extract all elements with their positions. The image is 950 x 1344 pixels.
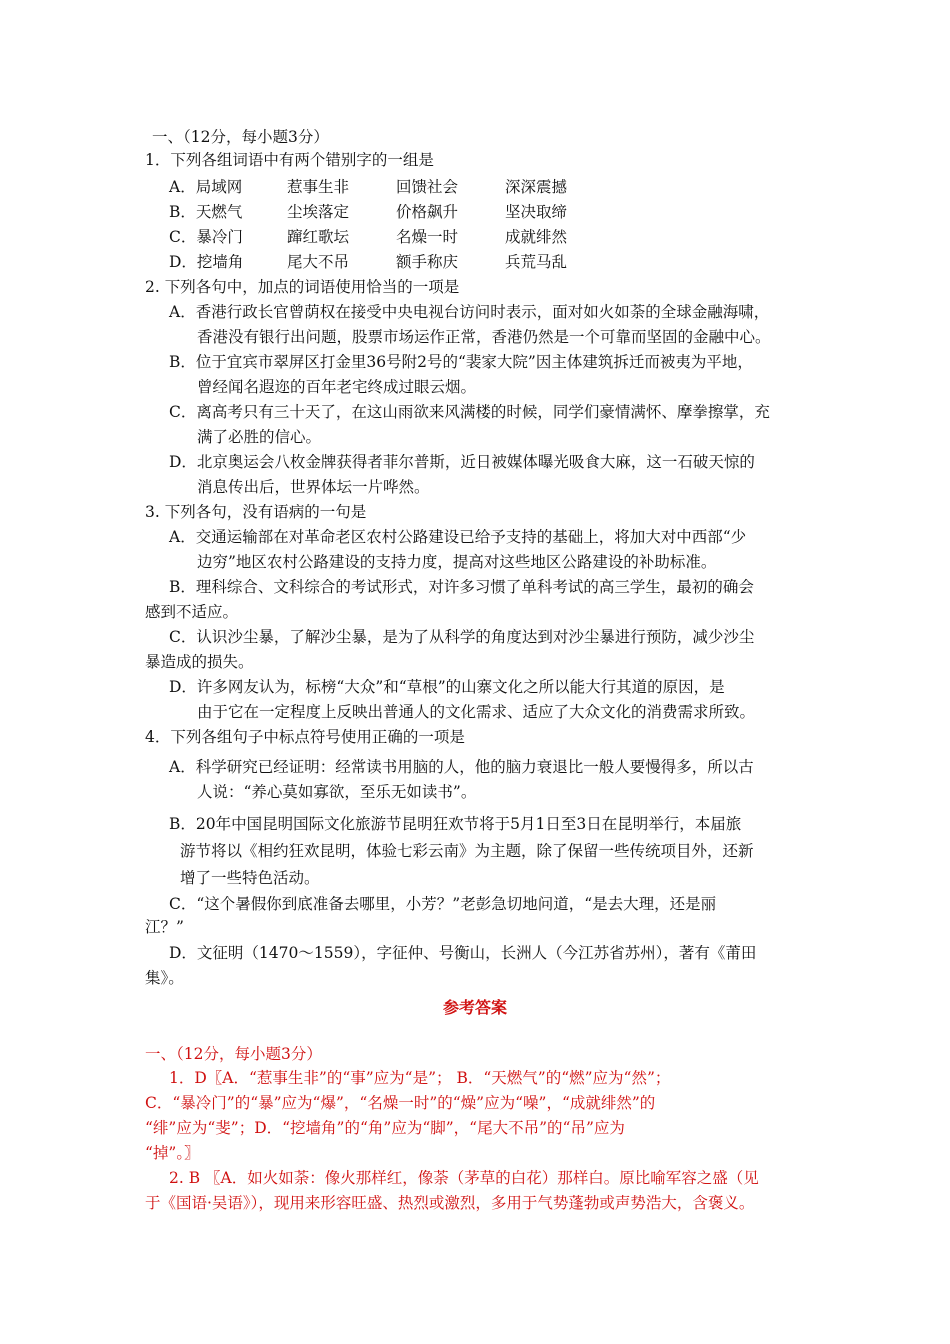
q1-d-term-4: 兵荒马乱 [505, 253, 568, 271]
q1-d-term-1: D．挖墙角 [169, 253, 244, 271]
q1-b-term-1: B．天燃气 [169, 203, 243, 221]
q2-stem: 2. 下列各句中，加点的词语使用恰当的一项是 [145, 278, 460, 296]
q4-line: 游节将以《相约狂欢昆明，体验七彩云南》为主题，除了保留一些传统项目外，还新 [180, 842, 754, 860]
q3-line: 暴造成的损失。 [145, 653, 254, 671]
q4-line: B．20年中国昆明国际文化旅游节昆明狂欢节将于5月1日至3日在昆明举行，本届旅 [169, 815, 742, 833]
q2-line: C．离高考只有三十天了，在这山雨欲来风满楼的时候，同学们豪情满怀、摩拳擦掌，充 [169, 403, 770, 421]
q2-line: A．香港行政长官曾荫权在接受中央电视台访问时表示，面对如火如荼的全球金融海啸， [169, 303, 770, 321]
q1-option-c [169, 227, 789, 247]
q3-line: C．认识沙尘暴，了解沙尘暴，是为了从科学的角度达到对沙尘暴进行预防，减少沙尘 [169, 628, 755, 646]
q2-line: B．位于宜宾市翠屏区打金里36号附2号的“裴家大院”因主体建筑拆迁而被夷为平地， [169, 353, 753, 371]
q1-c-term-1: C．暴冷门 [169, 228, 243, 246]
answer-line: 于《国语·吴语》），现用来形容旺盛、热烈或激烈，多用于气势蓬勃或声势浩大，含褒义。 [145, 1194, 755, 1212]
q1-option-d [169, 252, 789, 272]
q3-line: A．交通运输部在对革命老区农村公路建设已给予支持的基础上，将加大对中西部“少 [169, 528, 747, 546]
q3-line: 感到不适应。 [145, 603, 239, 621]
q1-b-term-2: 尘埃落定 [287, 203, 350, 221]
q1-a-term-2: 惹事生非 [287, 178, 350, 196]
q1-option-b [169, 202, 789, 222]
q3-stem: 3. 下列各句，没有语病的一句是 [145, 503, 367, 521]
answer-line: 1．D〖A．“惹事生非”的“事”应为“是”； B．“天燃气”的“燃”应为“然”； [169, 1069, 671, 1087]
q2-line: 曾经闻名遐迩的百年老宅终成过眼云烟。 [197, 378, 477, 396]
q2-line: D．北京奥运会八枚金牌获得者菲尔普斯，近日被媒体曝光吸食大麻，这一石破天惊的 [169, 453, 755, 471]
q1-option-a [169, 177, 789, 197]
q1-a-term-1: A．局域网 [169, 178, 243, 196]
q1-a-term-3: 回馈社会 [396, 178, 459, 196]
q4-line: 集》。 [145, 969, 184, 987]
q4-line: 江？” [145, 918, 184, 936]
q1-d-term-2: 尾大不吊 [287, 253, 350, 271]
q2-line: 香港没有银行出问题，股票市场运作正常，香港仍然是一个可靠而坚固的金融中心。 [197, 328, 771, 346]
answer-line: “掉”。〗 [145, 1144, 200, 1162]
q4-line: 人说：“养心莫如寡欲，至乐无如读书”。 [197, 783, 477, 801]
q3-line: B．理科综合、文科综合的考试形式，对许多习惯了单科考试的高三学生，最初的确会 [169, 578, 754, 596]
q1-d-term-3: 额手称庆 [396, 253, 459, 271]
q4-line: 增了一些特色活动。 [180, 869, 320, 887]
q3-line: D．许多网友认为，标榜“大众”和“草根”的山寨文化之所以能大行其道的原因，是 [169, 678, 725, 696]
q1-b-term-4: 坚决取缔 [505, 203, 568, 221]
q1-c-term-3: 名燥一时 [396, 228, 459, 246]
q4-line: C．“这个暑假你到底准备去哪里，小芳？”老彭急切地问道，“是去大理，还是丽 [169, 895, 717, 913]
q1-a-term-4: 深深震撼 [505, 178, 568, 196]
answer-line: 2. B 〖A．如火如荼：像火那样红，像荼（茅草的白花）那样白。原比喻军容之盛（见 [169, 1169, 759, 1187]
answer-line: “绯”应为“斐”；D．“挖墙角”的“角”应为“脚”，“尾大不吊”的“吊”应为 [145, 1119, 625, 1137]
q4-line: A．科学研究已经证明：经常读书用脑的人，他的脑力衰退比一般人要慢得多，所以古 [169, 758, 754, 776]
q2-line: 消息传出后，世界体坛一片哗然。 [197, 478, 430, 496]
q4-line: D．文征明（1470～1559），字征仲、号衡山，长洲人（今江苏省苏州），著有《莆田 [169, 944, 757, 962]
answer-line: C．“暴冷门”的“暴”应为“爆”，“名燥一时”的“燥”应为“噪”，“成就绯然”的 [145, 1094, 656, 1112]
q3-line: 边穷”地区农村公路建设的支持力度，提高对这些地区公路建设的补助标准。 [197, 553, 717, 571]
q4-stem: 4．下列各组句子中标点符号使用正确的一项是 [145, 728, 465, 746]
answers-title: 参考答案 [442, 998, 507, 1017]
q1-b-term-3: 价格飙升 [396, 203, 459, 221]
q1-c-term-4: 成就绯然 [505, 228, 568, 246]
q2-line: 满了必胜的信心。 [197, 428, 322, 446]
q1-c-term-2: 蹿红歌坛 [287, 228, 350, 246]
answers-header: 一、（12分，每小题3分） [145, 1045, 322, 1063]
section-header: 一、（12分，每小题3分） [152, 128, 329, 146]
q1-stem: 1．下列各组词语中有两个错别字的一组是 [145, 151, 434, 169]
q3-line: 由于它在一定程度上反映出普通人的文化需求、适应了大众文化的消费需求所致。 [197, 703, 756, 721]
